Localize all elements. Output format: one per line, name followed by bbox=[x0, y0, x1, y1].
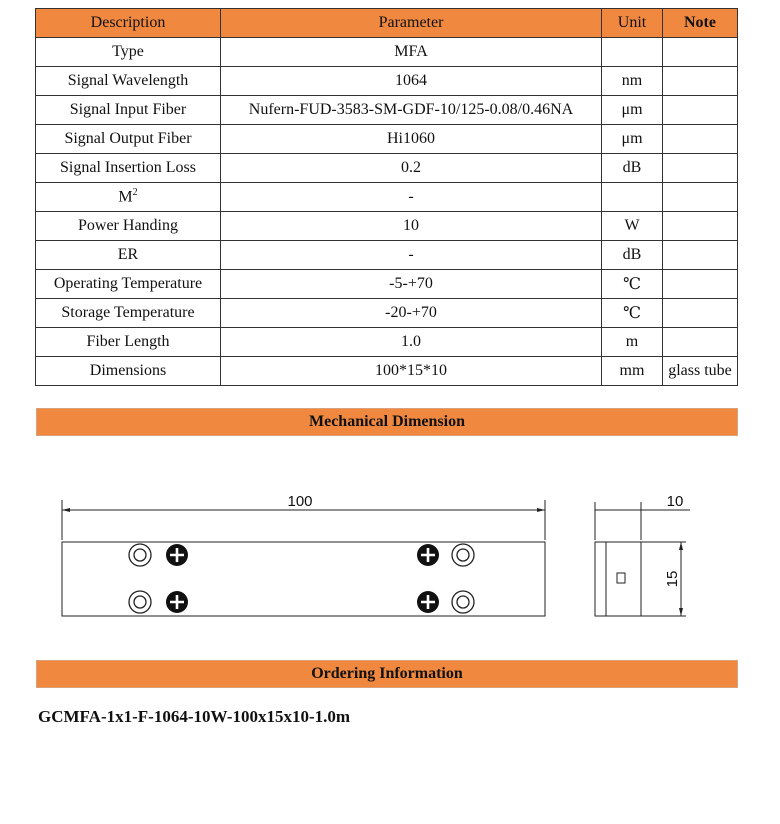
cell-note bbox=[663, 125, 738, 154]
cell-parameter: -20-+70 bbox=[221, 299, 602, 328]
ordering-information-header: Ordering Information bbox=[36, 660, 738, 688]
table-row bbox=[36, 241, 738, 270]
cell-parameter: 1064 bbox=[221, 67, 602, 96]
cell-description bbox=[36, 183, 221, 212]
cell-parameter: 0.2 bbox=[221, 154, 602, 183]
cell-parameter: 10 bbox=[221, 212, 602, 241]
device-side-body bbox=[595, 542, 641, 616]
cell-unit: μm bbox=[602, 125, 663, 154]
screw-plain-inner-icon bbox=[457, 549, 469, 561]
cell-note bbox=[663, 38, 738, 67]
cell-note bbox=[663, 328, 738, 357]
header-unit: Unit bbox=[602, 9, 663, 38]
cell-description: Power Handing bbox=[36, 212, 221, 241]
cell-note bbox=[663, 183, 738, 212]
cell-parameter: - bbox=[221, 183, 602, 212]
cell-description: Fiber Length bbox=[36, 328, 221, 357]
screw-plain-inner-icon bbox=[457, 596, 469, 608]
cell-unit bbox=[602, 38, 663, 67]
length-label: 100 bbox=[287, 493, 313, 510]
screw-plain-inner-icon bbox=[134, 596, 146, 608]
cell-description: Signal Output Fiber bbox=[36, 125, 221, 154]
cell-unit: nm bbox=[602, 67, 663, 96]
cell-parameter: - bbox=[221, 241, 602, 270]
height-label: 15 bbox=[664, 570, 681, 588]
header-note: Note bbox=[663, 9, 738, 38]
cell-description: Storage Temperature bbox=[36, 299, 221, 328]
cell-description: Type bbox=[36, 38, 221, 67]
cell-unit: dB bbox=[602, 154, 663, 183]
width-label: 10 bbox=[666, 493, 684, 510]
cell-note bbox=[663, 67, 738, 96]
cell-note bbox=[663, 241, 738, 270]
cell-note: glass tube bbox=[663, 357, 738, 386]
cell-description: ER bbox=[36, 241, 221, 270]
cell-parameter: Hi1060 bbox=[221, 125, 602, 154]
arrow-right bbox=[537, 508, 545, 512]
cell-note bbox=[663, 154, 738, 183]
table-row bbox=[36, 67, 738, 96]
cell-description: Signal Input Fiber bbox=[36, 96, 221, 125]
cell-unit: m bbox=[602, 328, 663, 357]
arrow-top bbox=[679, 542, 683, 550]
arrow-bottom bbox=[679, 608, 683, 616]
cell-parameter: MFA bbox=[221, 38, 602, 67]
cell-description: Signal Wavelength bbox=[36, 67, 221, 96]
spec-table bbox=[35, 8, 738, 386]
cell-note bbox=[663, 212, 738, 241]
arrow-left bbox=[62, 508, 70, 512]
m-squared-label: M bbox=[118, 188, 133, 206]
table-row bbox=[36, 299, 738, 328]
cell-unit: dB bbox=[602, 241, 663, 270]
header-parameter: Parameter bbox=[221, 9, 602, 38]
cell-note bbox=[663, 270, 738, 299]
table-row bbox=[36, 357, 738, 386]
cell-unit: W bbox=[602, 212, 663, 241]
table-row bbox=[36, 154, 738, 183]
cell-parameter: Nufern-FUD-3583-SM-GDF-10/125-0.08/0.46NA bbox=[221, 96, 602, 125]
table-row bbox=[36, 96, 738, 125]
cell-unit: ℃ bbox=[602, 270, 663, 299]
table-row bbox=[36, 38, 738, 67]
ordering-code: GCMFA-1x1-F-1064-10W-100x15x10-1.0m bbox=[38, 707, 351, 726]
table-row bbox=[36, 270, 738, 299]
cell-unit bbox=[602, 183, 663, 212]
cell-unit: ℃ bbox=[602, 299, 663, 328]
side-fiber-port bbox=[617, 573, 625, 583]
table-header-row bbox=[36, 9, 738, 38]
m-squared-superscript: 2 bbox=[132, 187, 138, 199]
screw-plain-inner-icon bbox=[134, 549, 146, 561]
mechanical-dimension-header: Mechanical Dimension bbox=[36, 408, 738, 436]
cell-note bbox=[663, 299, 738, 328]
cell-unit: μm bbox=[602, 96, 663, 125]
cell-unit: mm bbox=[602, 357, 663, 386]
table-row bbox=[36, 212, 738, 241]
cell-parameter: -5-+70 bbox=[221, 270, 602, 299]
cell-description: Signal Insertion Loss bbox=[36, 154, 221, 183]
table-row bbox=[36, 125, 738, 154]
table-row bbox=[36, 328, 738, 357]
mechanical-drawing bbox=[0, 480, 780, 630]
header-description: Description bbox=[36, 9, 221, 38]
cell-note bbox=[663, 96, 738, 125]
table-row bbox=[36, 183, 738, 212]
cell-parameter: 100*15*10 bbox=[221, 357, 602, 386]
cell-description: Operating Temperature bbox=[36, 270, 221, 299]
cell-parameter: 1.0 bbox=[221, 328, 602, 357]
cell-description: Dimensions bbox=[36, 357, 221, 386]
